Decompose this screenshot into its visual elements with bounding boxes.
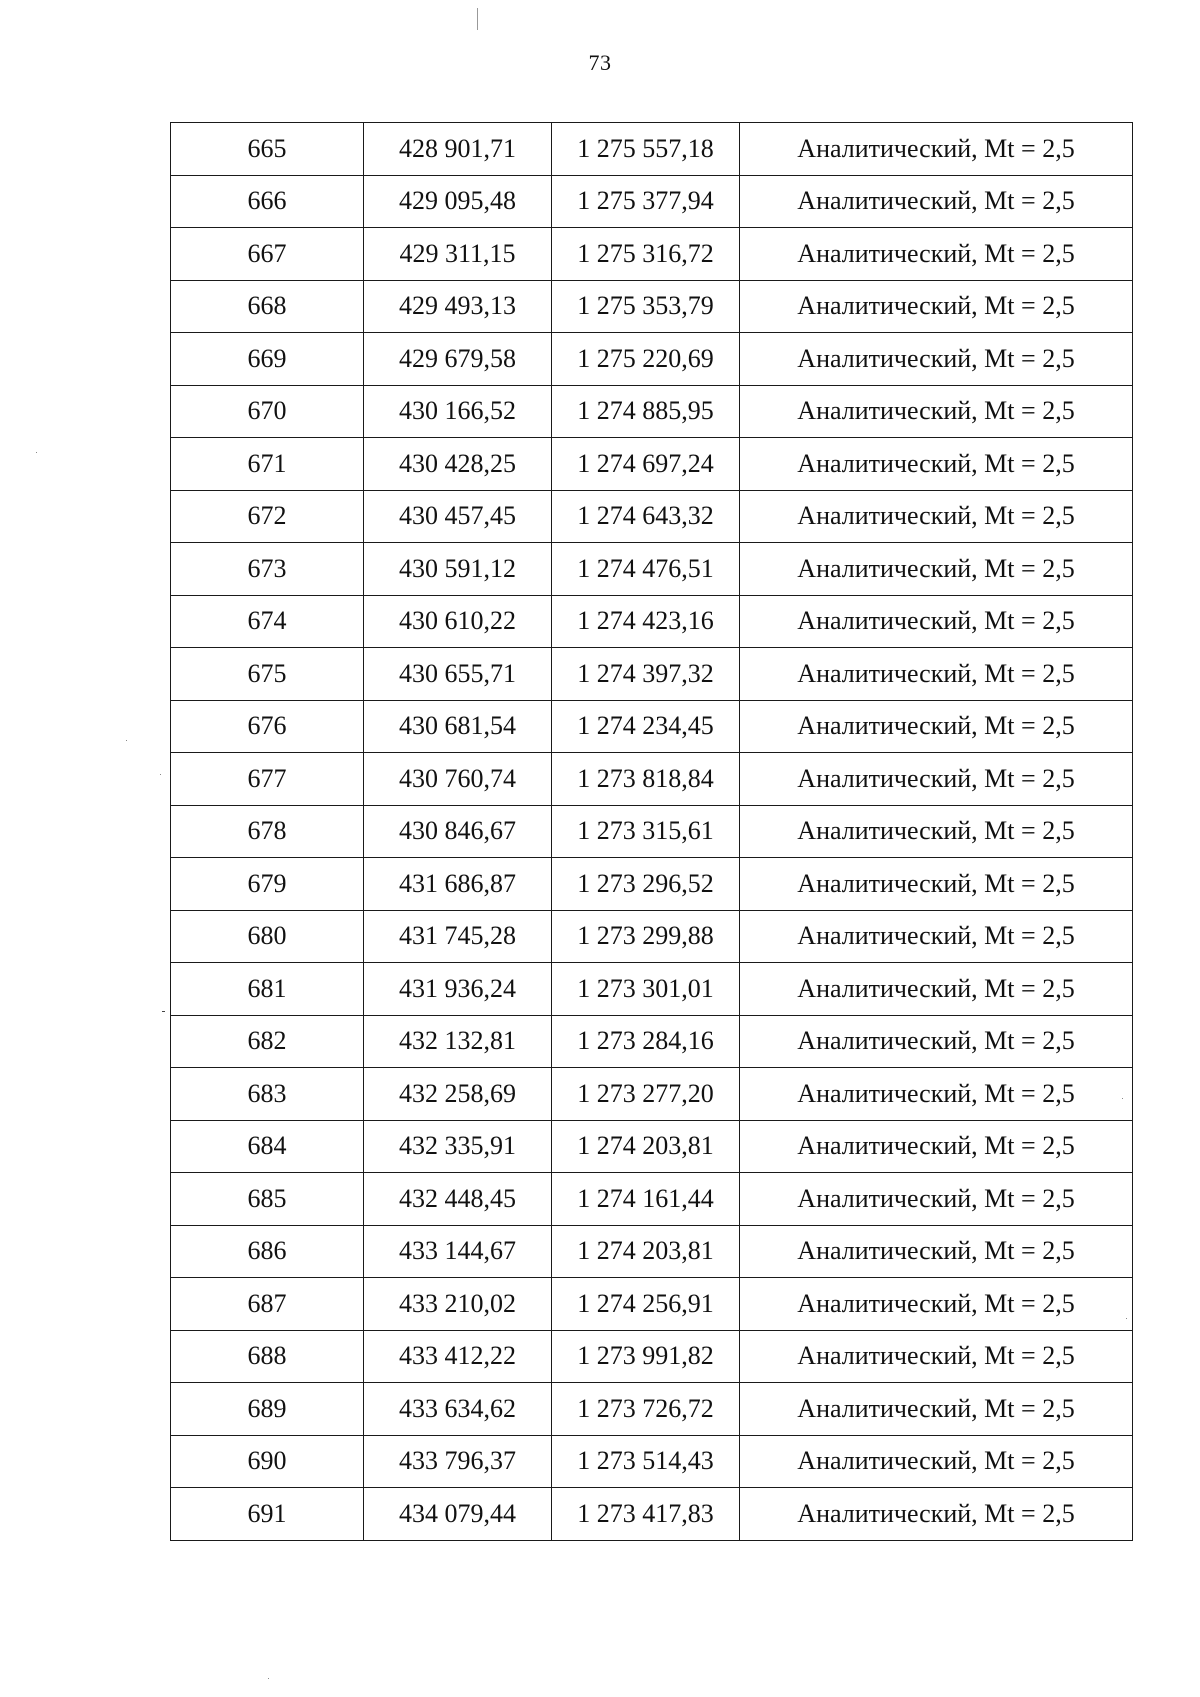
point-number-cell: 684 [171,1120,364,1173]
point-number-cell: 676 [171,700,364,753]
scan-speck [162,1011,165,1012]
point-number-cell: 688 [171,1330,364,1383]
scan-speck [268,1678,269,1679]
y-coordinate-cell: 1 273 277,20 [552,1068,740,1121]
point-number-cell: 670 [171,385,364,438]
x-coordinate-cell: 430 591,12 [364,543,552,596]
point-number-cell: 668 [171,280,364,333]
point-number-cell: 687 [171,1278,364,1331]
x-coordinate-cell: 429 311,15 [364,228,552,281]
table-row [171,648,1133,701]
x-coordinate-cell: 429 493,13 [364,280,552,333]
x-coordinate-cell: 432 132,81 [364,1015,552,1068]
x-coordinate-cell: 431 686,87 [364,858,552,911]
method-cell: Аналитический, Mt = 2,5 [740,910,1133,963]
table-row [171,490,1133,543]
y-coordinate-cell: 1 274 423,16 [552,595,740,648]
point-number-cell: 691 [171,1488,364,1541]
point-number-cell: 677 [171,753,364,806]
table-row [171,1225,1133,1278]
point-number-cell: 672 [171,490,364,543]
table-row [171,1435,1133,1488]
table-row [171,543,1133,596]
method-cell: Аналитический, Mt = 2,5 [740,438,1133,491]
method-cell: Аналитический, Mt = 2,5 [740,1173,1133,1226]
table-row [171,1068,1133,1121]
point-number-cell: 673 [171,543,364,596]
table-row [171,753,1133,806]
table-row [171,438,1133,491]
x-coordinate-cell: 430 760,74 [364,753,552,806]
point-number-cell: 685 [171,1173,364,1226]
method-cell: Аналитический, Mt = 2,5 [740,1120,1133,1173]
x-coordinate-cell: 432 335,91 [364,1120,552,1173]
table-row [171,595,1133,648]
method-cell: Аналитический, Mt = 2,5 [740,1015,1133,1068]
x-coordinate-cell: 428 901,71 [364,123,552,176]
point-number-cell: 678 [171,805,364,858]
coordinates-table-body [171,123,1133,1541]
table-row [171,228,1133,281]
method-cell: Аналитический, Mt = 2,5 [740,1383,1133,1436]
method-cell: Аналитический, Mt = 2,5 [740,1435,1133,1488]
y-coordinate-cell: 1 273 296,52 [552,858,740,911]
x-coordinate-cell: 430 846,67 [364,805,552,858]
point-number-cell: 689 [171,1383,364,1436]
method-cell: Аналитический, Mt = 2,5 [740,1330,1133,1383]
table-row [171,385,1133,438]
table-row [171,858,1133,911]
page-number: 73 [588,50,612,75]
x-coordinate-cell: 430 610,22 [364,595,552,648]
x-coordinate-cell: 431 936,24 [364,963,552,1016]
table-row [171,175,1133,228]
method-cell: Аналитический, Mt = 2,5 [740,385,1133,438]
method-cell: Аналитический, Mt = 2,5 [740,753,1133,806]
method-cell: Аналитический, Mt = 2,5 [740,333,1133,386]
point-number-cell: 680 [171,910,364,963]
table-row [171,123,1133,176]
method-cell: Аналитический, Mt = 2,5 [740,700,1133,753]
y-coordinate-cell: 1 273 301,01 [552,963,740,1016]
table-row [171,1330,1133,1383]
y-coordinate-cell: 1 274 697,24 [552,438,740,491]
table-row [171,1278,1133,1331]
table-row [171,280,1133,333]
table-row [171,963,1133,1016]
point-number-cell: 690 [171,1435,364,1488]
point-number-cell: 675 [171,648,364,701]
x-coordinate-cell: 429 095,48 [364,175,552,228]
x-coordinate-cell: 430 655,71 [364,648,552,701]
y-coordinate-cell: 1 275 316,72 [552,228,740,281]
y-coordinate-cell: 1 274 203,81 [552,1120,740,1173]
y-coordinate-cell: 1 274 256,91 [552,1278,740,1331]
y-coordinate-cell: 1 273 991,82 [552,1330,740,1383]
method-cell: Аналитический, Mt = 2,5 [740,175,1133,228]
y-coordinate-cell: 1 273 315,61 [552,805,740,858]
x-coordinate-cell: 430 428,25 [364,438,552,491]
method-cell: Аналитический, Mt = 2,5 [740,280,1133,333]
method-cell: Аналитический, Mt = 2,5 [740,1278,1133,1331]
y-coordinate-cell: 1 275 377,94 [552,175,740,228]
x-coordinate-cell: 433 796,37 [364,1435,552,1488]
x-coordinate-cell: 429 679,58 [364,333,552,386]
table-row [171,1173,1133,1226]
x-coordinate-cell: 434 079,44 [364,1488,552,1541]
point-number-cell: 682 [171,1015,364,1068]
method-cell: Аналитический, Mt = 2,5 [740,543,1133,596]
y-coordinate-cell: 1 275 220,69 [552,333,740,386]
point-number-cell: 665 [171,123,364,176]
x-coordinate-cell: 430 681,54 [364,700,552,753]
x-coordinate-cell: 431 745,28 [364,910,552,963]
method-cell: Аналитический, Mt = 2,5 [740,228,1133,281]
method-cell: Аналитический, Mt = 2,5 [740,963,1133,1016]
point-number-cell: 667 [171,228,364,281]
table-row [171,805,1133,858]
point-number-cell: 669 [171,333,364,386]
scan-speck [126,740,127,741]
method-cell: Аналитический, Mt = 2,5 [740,490,1133,543]
y-coordinate-cell: 1 273 284,16 [552,1015,740,1068]
x-coordinate-cell: 433 144,67 [364,1225,552,1278]
y-coordinate-cell: 1 275 557,18 [552,123,740,176]
method-cell: Аналитический, Mt = 2,5 [740,1225,1133,1278]
method-cell: Аналитический, Mt = 2,5 [740,858,1133,911]
table-row [171,333,1133,386]
y-coordinate-cell: 1 274 203,81 [552,1225,740,1278]
method-cell: Аналитический, Mt = 2,5 [740,1068,1133,1121]
y-coordinate-cell: 1 274 234,45 [552,700,740,753]
point-number-cell: 666 [171,175,364,228]
table-row [171,910,1133,963]
y-coordinate-cell: 1 273 299,88 [552,910,740,963]
x-coordinate-cell: 433 634,62 [364,1383,552,1436]
y-coordinate-cell: 1 273 417,83 [552,1488,740,1541]
scan-mark [477,8,478,30]
y-coordinate-cell: 1 274 476,51 [552,543,740,596]
y-coordinate-cell: 1 274 885,95 [552,385,740,438]
point-number-cell: 674 [171,595,364,648]
y-coordinate-cell: 1 273 726,72 [552,1383,740,1436]
y-coordinate-cell: 1 273 514,43 [552,1435,740,1488]
scan-speck [36,452,37,453]
x-coordinate-cell: 430 457,45 [364,490,552,543]
table-row [171,1488,1133,1541]
point-number-cell: 679 [171,858,364,911]
y-coordinate-cell: 1 275 353,79 [552,280,740,333]
method-cell: Аналитический, Mt = 2,5 [740,805,1133,858]
x-coordinate-cell: 432 448,45 [364,1173,552,1226]
x-coordinate-cell: 433 412,22 [364,1330,552,1383]
table-row [171,1383,1133,1436]
y-coordinate-cell: 1 274 643,32 [552,490,740,543]
x-coordinate-cell: 432 258,69 [364,1068,552,1121]
method-cell: Аналитический, Mt = 2,5 [740,123,1133,176]
coordinates-table [170,122,1133,1541]
method-cell: Аналитический, Mt = 2,5 [740,595,1133,648]
point-number-cell: 671 [171,438,364,491]
y-coordinate-cell: 1 274 397,32 [552,648,740,701]
y-coordinate-cell: 1 274 161,44 [552,1173,740,1226]
x-coordinate-cell: 430 166,52 [364,385,552,438]
table-row [171,700,1133,753]
y-coordinate-cell: 1 273 818,84 [552,753,740,806]
point-number-cell: 686 [171,1225,364,1278]
method-cell: Аналитический, Mt = 2,5 [740,648,1133,701]
point-number-cell: 681 [171,963,364,1016]
table-row [171,1015,1133,1068]
method-cell: Аналитический, Mt = 2,5 [740,1488,1133,1541]
table-row [171,1120,1133,1173]
scan-speck [160,774,161,775]
x-coordinate-cell: 433 210,02 [364,1278,552,1331]
point-number-cell: 683 [171,1068,364,1121]
